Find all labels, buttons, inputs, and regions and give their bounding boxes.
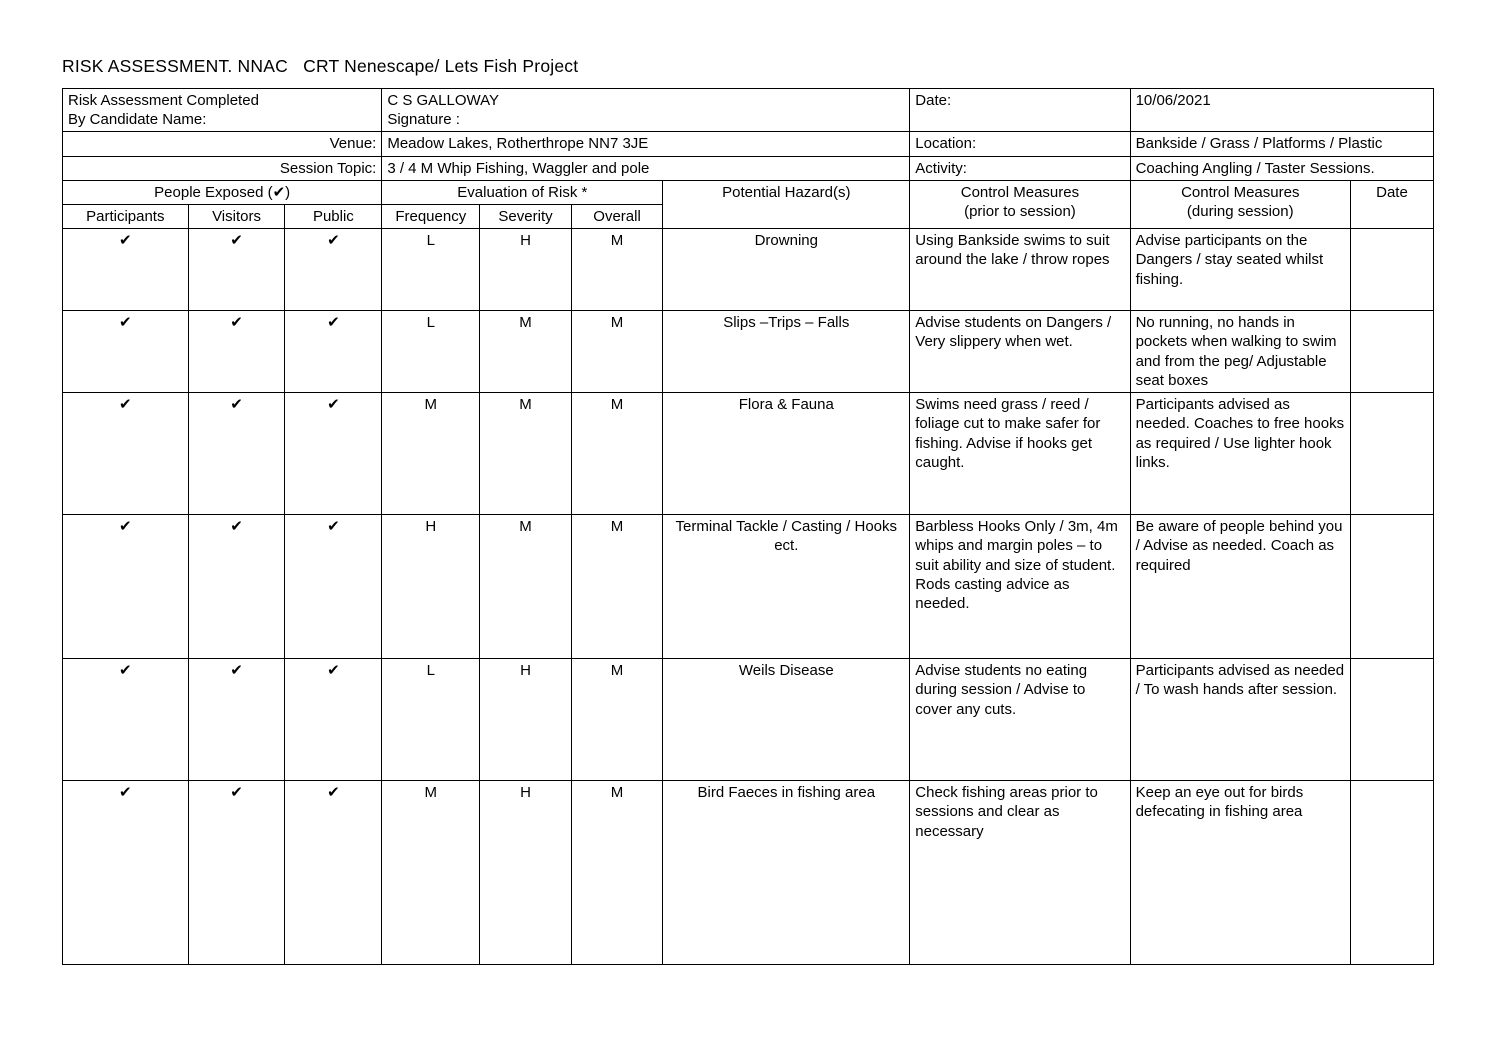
risk-assessment-table [62,88,1434,965]
cell-hazard: Flora & Fauna [663,393,910,515]
date-value: 10/06/2021 [1130,89,1433,132]
session-topic-label: Session Topic: [63,156,382,180]
table-row [63,393,1434,515]
cell-control-during: Keep an eye out for birds defecating in fishing area [1130,781,1350,965]
column-header-control-during [1130,180,1350,228]
cell-participants: ✔ [63,229,189,311]
cell-control-prior: Advise students on Dangers / Very slippery when wet. [910,311,1130,393]
cell-participants: ✔ [63,311,189,393]
column-header-frequency: Frequency [382,204,480,228]
completed-by-label [63,89,382,132]
cell-control-prior: Advise students no eating during session / Advise to cover any cuts. [910,659,1130,781]
cell-severity: M [480,515,572,659]
cell-control-during: Be aware of people behind you / Advise as needed. Coach as required [1130,515,1350,659]
date-label: Date: [910,89,1130,132]
table-row [63,781,1434,965]
cell-participants: ✔ [63,393,189,515]
column-header-participants: Participants [63,204,189,228]
cell-control-prior: Swims need grass / reed / foliage cut to make safer for fishing. Advise if hooks get caught. [910,393,1130,515]
cell-hazard: Slips –Trips – Falls [663,311,910,393]
cell-visitors: ✔ [188,393,285,515]
header-row-venue [63,132,1434,156]
header-row-session [63,156,1434,180]
column-header-public: Public [285,204,382,228]
table-row [63,229,1434,311]
candidate-name-cell [382,89,910,132]
cell-severity: H [480,781,572,965]
cell-hazard: Drowning [663,229,910,311]
column-header-potential-hazards: Potential Hazard(s) [663,180,910,228]
cell-overall: M [571,229,663,311]
table-row [63,659,1434,781]
cell-date [1350,393,1433,515]
cell-frequency: L [382,229,480,311]
group-header-evaluation-of-risk: Evaluation of Risk * [382,180,663,204]
cell-frequency: H [382,515,480,659]
cell-date [1350,659,1433,781]
column-header-severity: Severity [480,204,572,228]
control-during-line2: (during session) [1186,202,1294,220]
cell-participants: ✔ [63,515,189,659]
cell-public: ✔ [285,229,382,311]
table-group-header-row [63,180,1434,204]
cell-date [1350,311,1433,393]
cell-overall: M [571,393,663,515]
cell-severity: H [480,229,572,311]
cell-overall: M [571,515,663,659]
cell-control-prior: Barbless Hooks Only / 3m, 4m whips and margin poles – to suit ability and size of student. Rods casting advice as needed. [910,515,1130,659]
cell-frequency: M [382,781,480,965]
cell-public: ✔ [285,311,382,393]
cell-public: ✔ [285,659,382,781]
activity-label: Activity: [910,156,1130,180]
table-row [63,311,1434,393]
cell-visitors: ✔ [188,311,285,393]
cell-participants: ✔ [63,781,189,965]
cell-hazard: Terminal Tackle / Casting / Hooks ect. [663,515,910,659]
cell-date [1350,781,1433,965]
cell-control-prior: Check fishing areas prior to sessions and clear as necessary [910,781,1130,965]
column-header-visitors: Visitors [188,204,285,228]
header-row-candidate [63,89,1434,132]
cell-frequency: M [382,393,480,515]
control-prior-line1: Control Measures [960,183,1080,201]
cell-frequency: L [382,311,480,393]
page-title: RISK ASSESSMENT. NNAC CRT Nenescape/ Lets Fish Project [62,56,579,76]
cell-control-during: Advise participants on the Dangers / stay seated whilst fishing. [1130,229,1350,311]
cell-visitors: ✔ [188,515,285,659]
cell-severity: H [480,659,572,781]
session-topic-value: 3 / 4 M Whip Fishing, Waggler and pole [382,156,910,180]
cell-participants: ✔ [63,659,189,781]
control-prior-line2: (prior to session) [964,202,1076,220]
column-header-control-prior [910,180,1130,228]
table-row [63,515,1434,659]
cell-public: ✔ [285,515,382,659]
signature-label: Signature : [387,111,460,129]
cell-visitors: ✔ [188,659,285,781]
venue-label: Venue: [63,132,382,156]
activity-value: Coaching Angling / Taster Sessions. [1130,156,1433,180]
completed-by-label-line1: Risk Assessment Completed [68,92,259,109]
column-header-date: Date [1350,180,1433,228]
cell-visitors: ✔ [188,229,285,311]
cell-frequency: L [382,659,480,781]
candidate-name-value: C S GALLOWAY [387,92,500,109]
cell-severity: M [480,393,572,515]
cell-severity: M [480,311,572,393]
cell-hazard: Bird Faeces in fishing area [663,781,910,965]
cell-hazard: Weils Disease [663,659,910,781]
cell-visitors: ✔ [188,781,285,965]
cell-control-during: Participants advised as needed. Coaches to free hooks as required / Use lighter hook links. [1130,393,1350,515]
cell-date [1350,515,1433,659]
cell-date [1350,229,1433,311]
cell-control-during: No running, no hands in pockets when walking to swim and from the peg/ Adjustable seat boxes [1130,311,1350,393]
completed-by-label-line2: By Candidate Name: [68,111,207,129]
cell-overall: M [571,659,663,781]
cell-control-prior: Using Bankside swims to suit around the lake / throw ropes [910,229,1130,311]
cell-public: ✔ [285,393,382,515]
control-during-line1: Control Measures [1181,183,1300,201]
cell-overall: M [571,311,663,393]
column-header-overall: Overall [571,204,663,228]
venue-value: Meadow Lakes, Rotherthrope NN7 3JE [382,132,910,156]
cell-control-during: Participants advised as needed / To wash hands after session. [1130,659,1350,781]
location-value: Bankside / Grass / Platforms / Plastic [1130,132,1433,156]
group-header-people-exposed: People Exposed (✔) [63,180,382,204]
location-label: Location: [910,132,1130,156]
cell-public: ✔ [285,781,382,965]
cell-overall: M [571,781,663,965]
